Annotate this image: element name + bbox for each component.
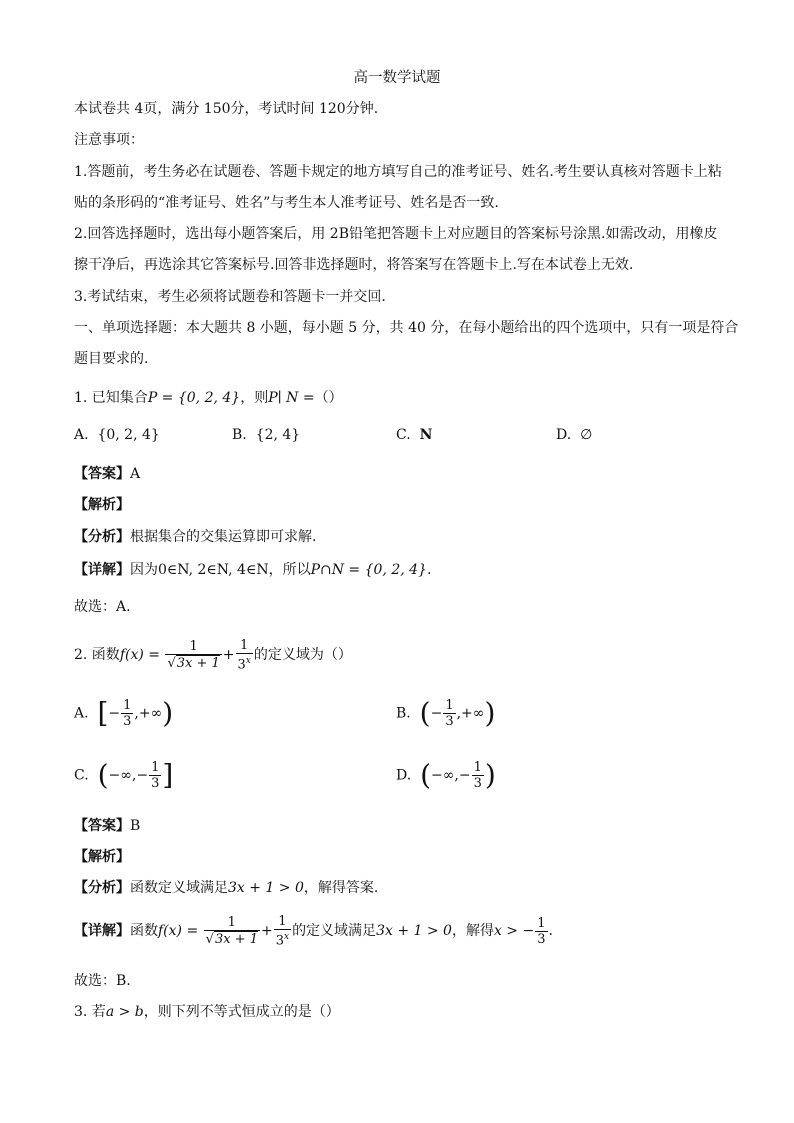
question-1-analysis-tag: 【解析】 bbox=[74, 497, 130, 513]
question-1-answer: 【答案】A bbox=[74, 466, 141, 482]
question-2-fraction-1: $\frac{1}{√3x + 1}$ bbox=[167, 639, 220, 672]
intro-text: 本试卷共 4页，满分 150分，考试时间 120分钟. bbox=[74, 101, 379, 117]
section-1-line-1: 一、单项选择题：本大题共 8 小题，每小题 5 分，共 40 分，在每小题给出的四个选项中，只有一项是符合 bbox=[74, 320, 739, 336]
question-2-option-b: B. (− $\frac{1}{3}$ ,+∞) bbox=[396, 696, 496, 730]
notice-1-line-2: 贴的条形码的“准考证号、姓名”与考生本人准考证号、姓名是否一致. bbox=[74, 195, 499, 211]
question-1-option-b: B. {2, 4} bbox=[232, 427, 301, 443]
question-1-fenxi: 【分析】根据集合的交集运算即可求解. bbox=[74, 529, 317, 545]
page-title: 高一数学试题 bbox=[353, 70, 441, 86]
question-1-mid: ，则 bbox=[240, 390, 269, 406]
question-1-set: P = {0, 2, 4} bbox=[147, 390, 241, 406]
notice-2-line-1: 2.回答选择题时，选出每小题答案后，用 2B铅笔把答题卡上对应题目的答案标号涂黑.如需改动，用橡皮 bbox=[74, 226, 718, 242]
section-1-line-2: 题目要求的. bbox=[74, 351, 149, 367]
question-1-option-c: C. N bbox=[396, 427, 433, 443]
notice-3: 3.考试结束，考生必须将试题卷和答题卡一并交回. bbox=[74, 289, 386, 305]
question-1-expr: P∣ N = bbox=[268, 390, 315, 406]
question-2-answer: 【答案】B bbox=[74, 818, 141, 834]
question-2-fenxi: 【分析】函数定义域满足3x + 1 > 0，解得答案. bbox=[74, 880, 379, 896]
question-2-analysis-tag: 【解析】 bbox=[74, 849, 130, 865]
question-1-prefix: 1. 已知集合 bbox=[74, 390, 148, 406]
question-1 bbox=[74, 389, 343, 407]
notice-2-line-2: 擦干净后，再选涂其它答案标号.回答非选择题时，将答案写在答题卡上.写在本试卷上无效. bbox=[74, 257, 634, 273]
question-2-fraction-2: $\frac{1}{3^x}$ bbox=[237, 638, 251, 673]
notice-heading: 注意事项： bbox=[74, 132, 144, 148]
question-1-option-a: A. {0, 2, 4} bbox=[74, 427, 160, 443]
question-2-option-a: A. [− $\frac{1}{3}$ ,+∞) bbox=[74, 696, 174, 730]
question-1-option-d: D. ∅ bbox=[556, 427, 593, 443]
question-1-conclusion: 故选：A. bbox=[74, 599, 131, 615]
question-2-option-d: D. (−∞,− $\frac{1}{3}$ ) bbox=[396, 758, 496, 792]
question-2-detail: 【详解】函数f(x) = $\frac{1}{√3x + 1}$ + $\frac{1}{3^x}$ 的定义域满足3x + 1 > 0，解得x > − $\frac{1}{3}$ . bbox=[74, 913, 553, 949]
question-1-detail: 【详解】因为0∈N, 2∈N, 4∈N，所以P∩N = {0, 2, 4}. bbox=[74, 562, 432, 578]
notice-1-line-1: 1.答题前，考生务必在试题卷、答题卡规定的地方填写自己的准考证号、姓名.考生要认真核对答题卡上粘 bbox=[74, 164, 722, 180]
question-3: 3. 若a > b，则下列不等式恒成立的是（） bbox=[74, 1004, 340, 1020]
question-2-conclusion: 故选：B. bbox=[74, 973, 131, 989]
question-1-suffix: （） bbox=[314, 390, 343, 406]
question-2-option-c: C. (−∞,− $\frac{1}{3}$ ] bbox=[74, 758, 174, 792]
question-2: 2. 函数f(x) = $\frac{1}{√3x + 1}$ + $\frac{1}{3^x}$ 的定义域为（） bbox=[74, 638, 352, 673]
